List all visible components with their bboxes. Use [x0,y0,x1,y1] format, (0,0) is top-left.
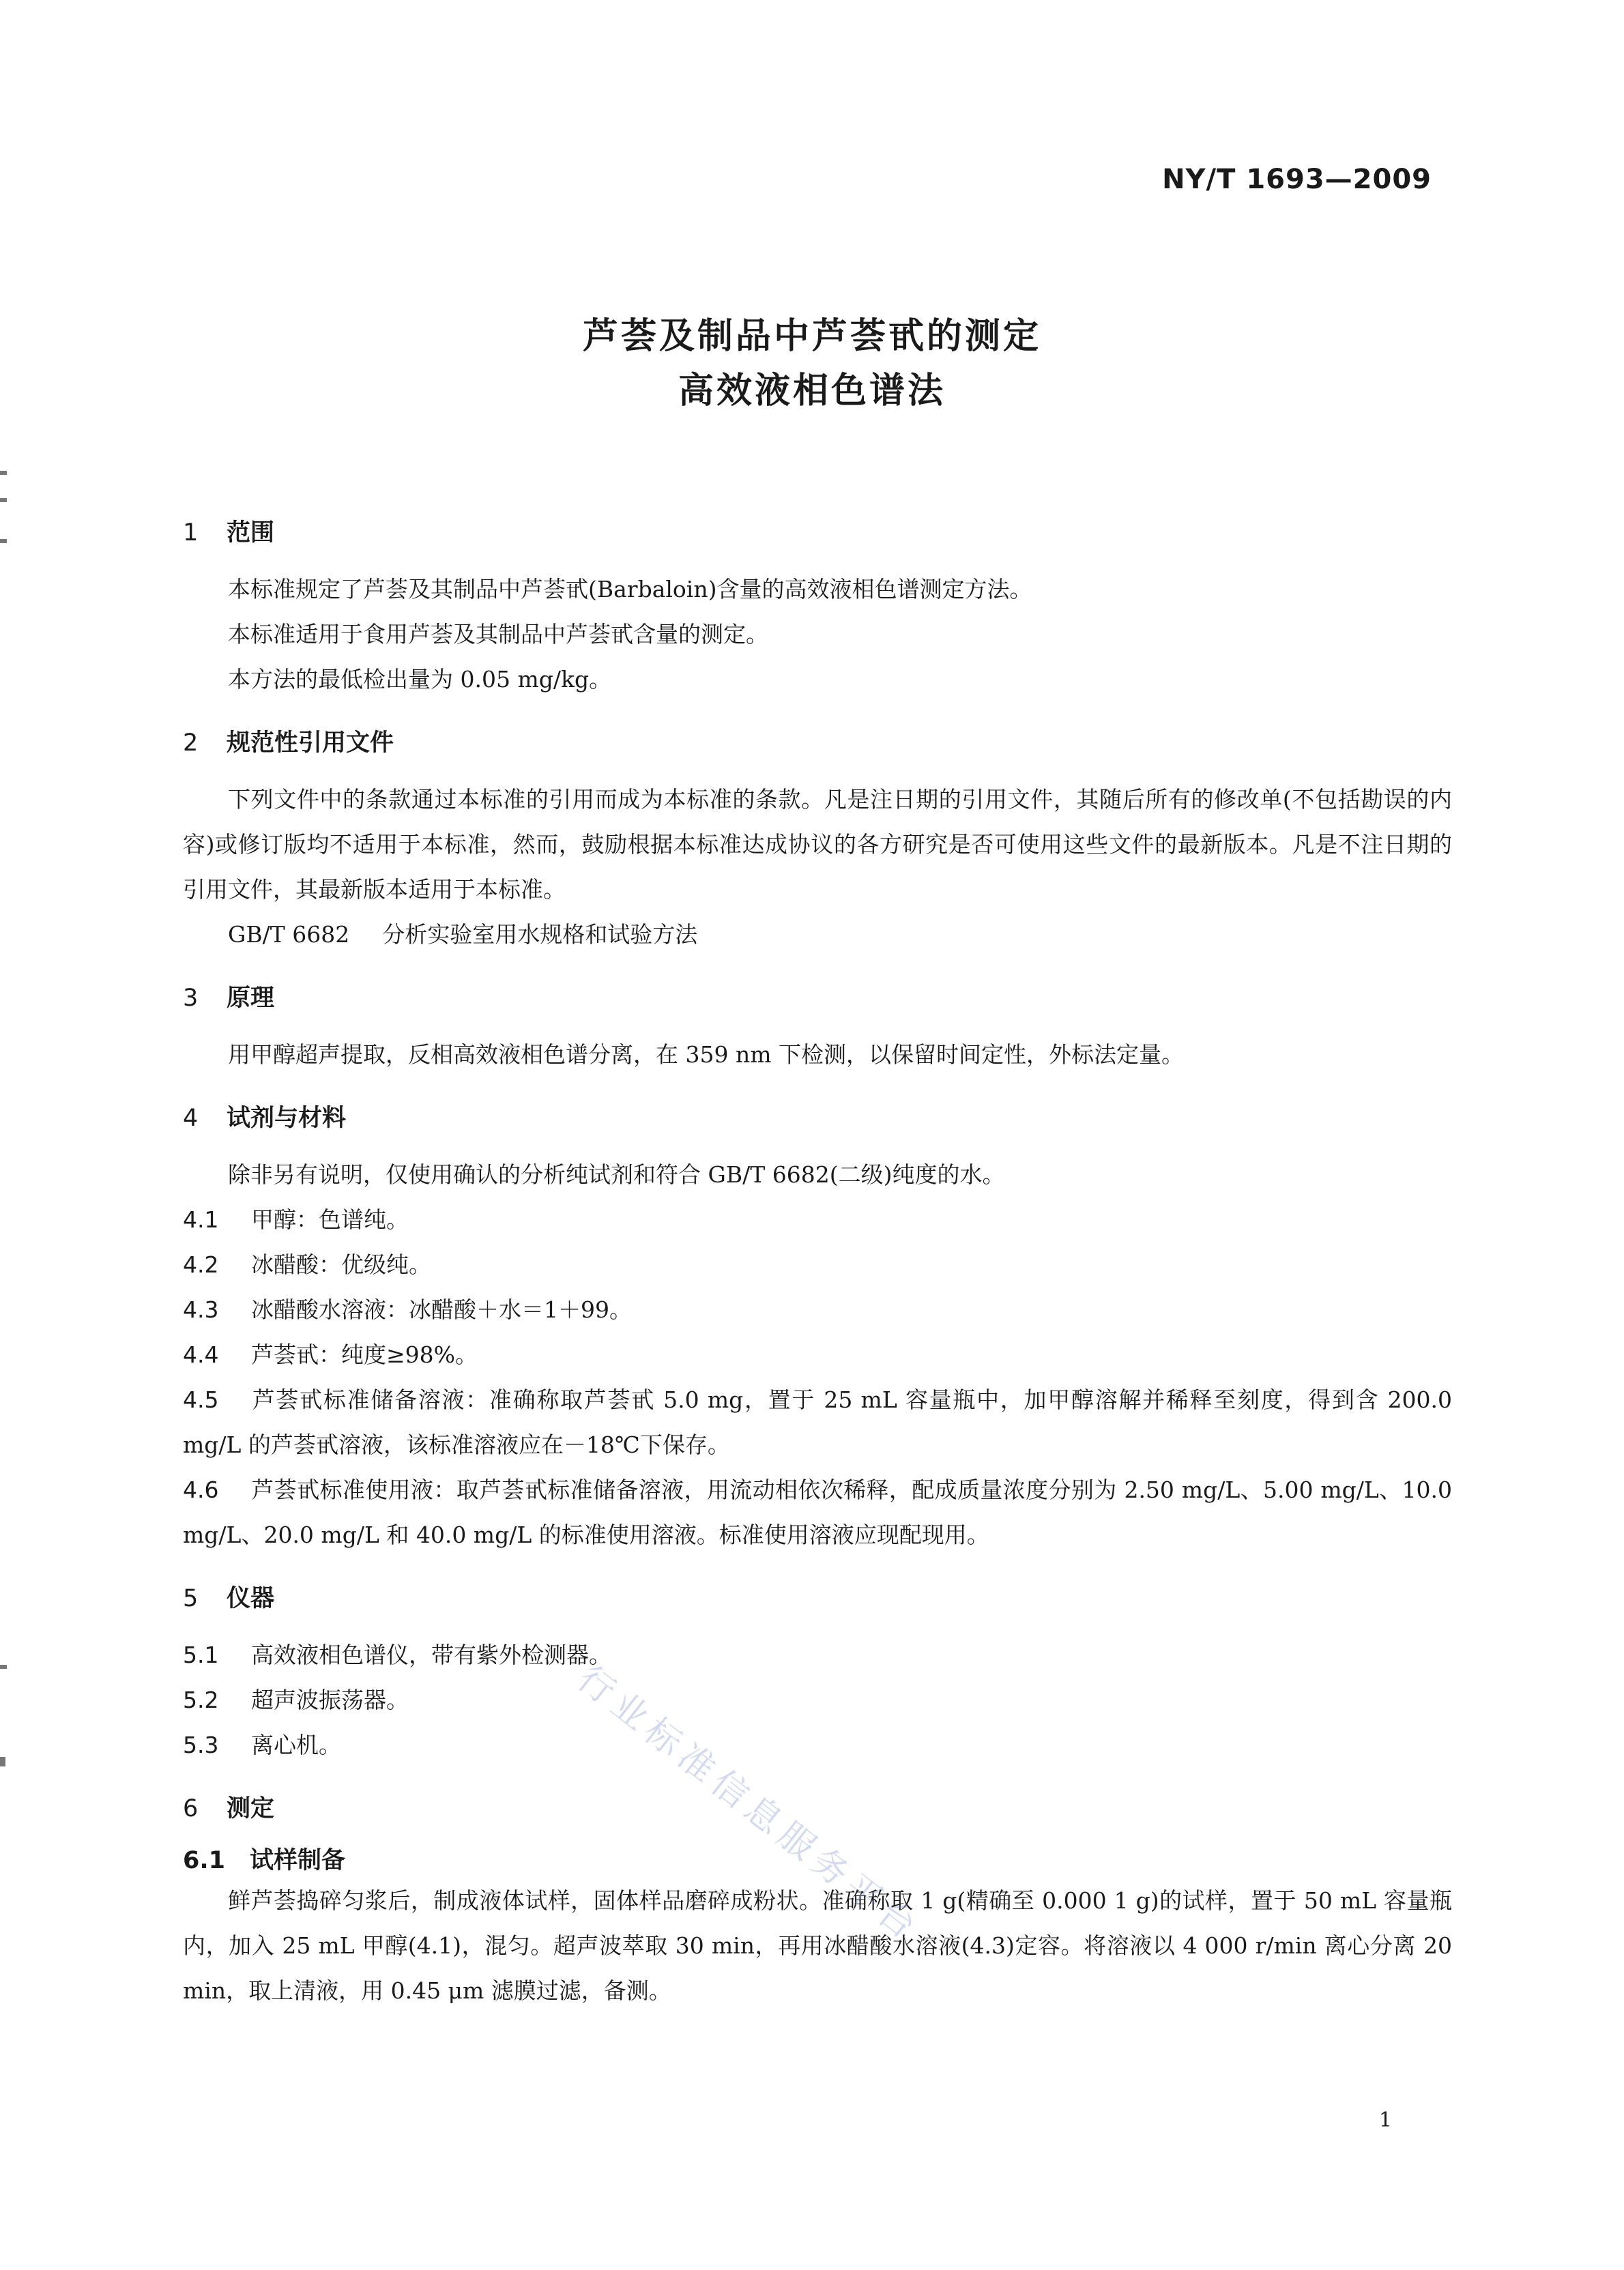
section-heading-6: 6 测定 [183,1795,275,1822]
document-title-line1: 芦荟及制品中芦荟甙的测定 [582,316,1041,357]
list-item: 5.2 超声波振荡器。 [183,1687,409,1713]
subsection-heading-6-1: 6.1 试样制备 [183,1847,346,1874]
paragraph: 本方法的最低检出量为 0.05 mg/kg。 [228,666,612,693]
list-item: 4.5 芦荟甙标准储备溶液：准确称取芦荟甙 5.0 mg，置于 25 mL 容量瓶中，加甲醇溶解并稀释至刻度，得到含 200.0 mg/L 的芦荟甙溶液，该标准溶液应在－18℃下保存。 [183,1386,1452,1458]
paragraph: 鲜芦荟捣碎匀浆后，制成液体试样，固体样品磨碎成粉状。准确称取 1 g(精确至 0.000 1 g)的试样，置于 50 mL 容量瓶内，加入 25 mL 甲醇(4.1)，混匀。超声波萃取 30 min，再用冰醋酸水溶液(4.3)定容。将溶液以 4 000 r/min 离心分离 20 min，取上清液，用 0.45 μm 滤膜过滤，备测。 [183,1887,1452,2004]
scan-edge-mark [0,498,7,502]
list-item: 4.1 甲醇：色谱纯。 [183,1206,409,1233]
watermark: 行业标准信息服务平台 [570,1658,929,1951]
scan-edge-mark [0,1665,7,1669]
list-item: 4.6 芦荟甙标准使用液：取芦荟甙标准储备溶液，用流动相依次稀释，配成质量浓度分别为 2.50 mg/L、5.00 mg/L、10.0 mg/L、20.0 mg/L 和 40.0 mg/L 的标准使用溶液。标准使用溶液应现配现用。 [183,1476,1452,1548]
paragraph: 本标准规定了芦荟及其制品中芦荟甙(Barbaloin)含量的高效液相色谱测定方法。 [228,576,1032,602]
scan-edge-mark [0,1757,5,1766]
page-number: 1 [1378,2108,1392,2132]
section-heading-5: 5 仪器 [183,1585,275,1612]
paragraph: 本标准适用于食用芦荟及其制品中芦荟甙含量的测定。 [228,621,768,647]
list-item: 5.1 高效液相色谱仪，带有紫外检测器。 [183,1642,611,1668]
document-body [183,515,1452,2013]
scan-edge-mark [0,539,7,543]
paragraph: 下列文件中的条款通过本标准的引用而成为本标准的条款。凡是注日期的引用文件，其随后所有的修改单(不包括勘误的内容)或修订版均不适用于本标准，然而，鼓励根据本标准达成协议的各方研究是否可使用这些文件的最新版本。凡是不注日期的引用文件，其最新版本适用于本标准。 [183,786,1452,903]
section-heading-1: 1 范围 [183,519,275,547]
paragraph: 除非另有说明，仅使用确认的分析纯试剂和符合 GB/T 6682(二级)纯度的水。 [228,1161,1005,1188]
list-item: 4.4 芦荟甙：纯度≥98%。 [183,1341,478,1368]
list-item: 4.3 冰醋酸水溶液：冰醋酸＋水＝1＋99。 [183,1296,632,1323]
section-heading-4: 4 试剂与材料 [183,1105,347,1132]
section-heading-2: 2 规范性引用文件 [183,729,394,757]
list-item: 5.3 离心机。 [183,1732,341,1758]
normative-reference: GB/T 6682 分析实验室用水规格和试验方法 [228,921,698,948]
section-heading-3: 3 原理 [183,985,275,1012]
standard-code: NY/T 1693—2009 [1162,164,1432,195]
paragraph: 用甲醇超声提取，反相高效液相色谱分离，在 359 nm 下检测，以保留时间定性，外标法定量。 [228,1041,1185,1068]
list-item: 4.2 冰醋酸：优级纯。 [183,1251,431,1278]
document-title-line2: 高效液相色谱法 [678,370,946,411]
scan-edge-mark [0,471,7,475]
